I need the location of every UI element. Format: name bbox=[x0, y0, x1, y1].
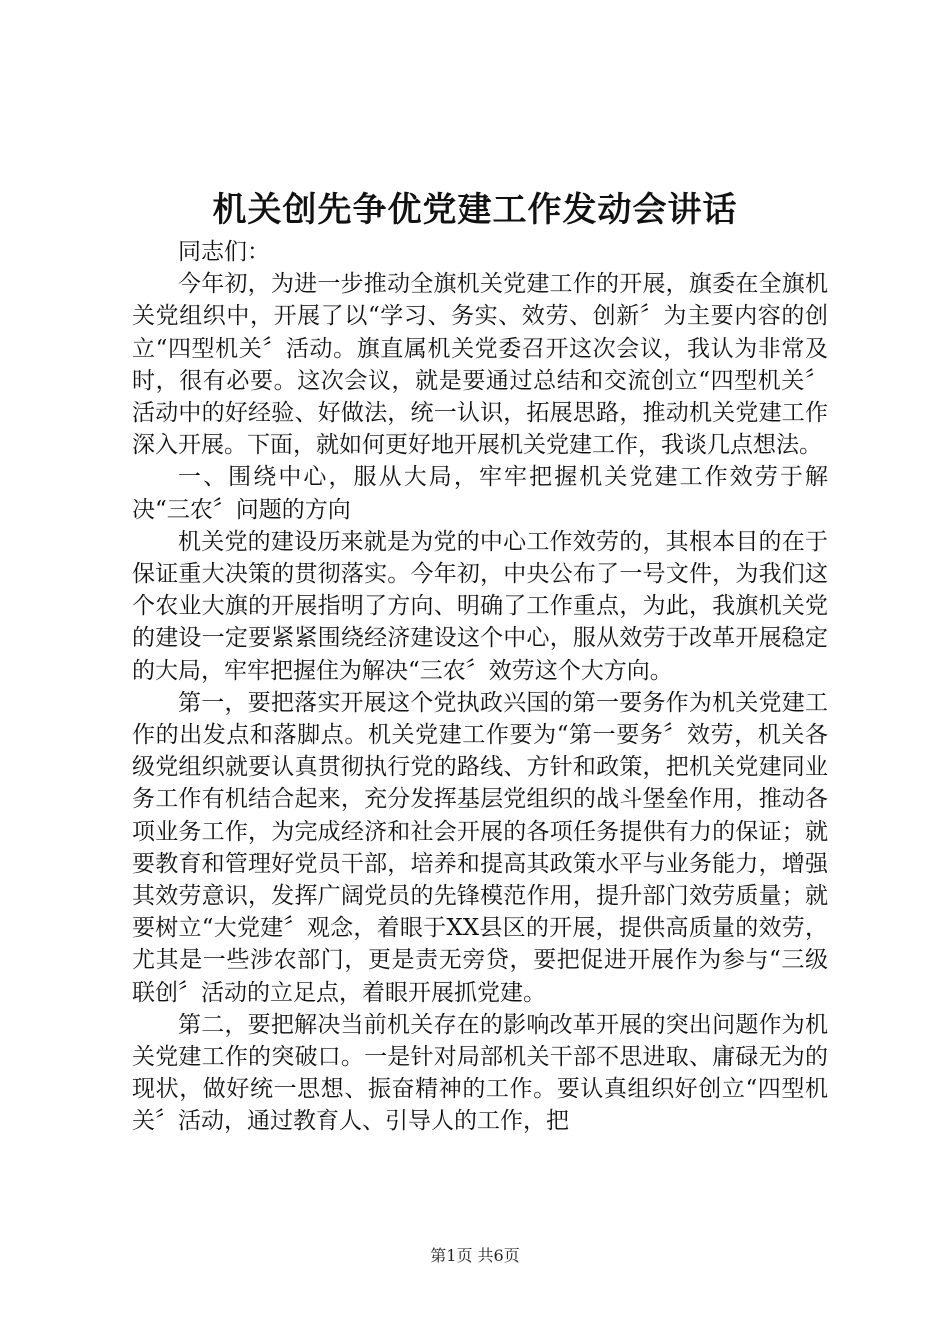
section-heading: 一、围绕中心，服从大局，牢牢把握机关党建工作效劳于解决“三农〞问题的方向 bbox=[132, 464, 828, 523]
salutation: 同志们： bbox=[178, 239, 270, 265]
document-body bbox=[132, 236, 828, 1138]
paragraph: 今年初，为进一步推动全旗机关党建工作的开展，旗委在全旗机关党组织中，开展了以“学习、务实、效劳、创新〞为主要内容的创立“四型机关〞活动。旗直属机关党委召开这次会议，我认为非常及时，很有必要。这次会议，就是要通过总结和交流创立“四型机关〞活动中的好经验、好做法，统一认识，拓展思路，推动机关党建工作深入开展。下面，就如何更好地开展机关党建工作，我谈几点想法。 bbox=[132, 271, 828, 459]
paragraph: 第一，要把落实开展这个党执政兴国的第一要务作为机关党建工作的出发点和落脚点。机关党建工作要为“第一要务〞效劳，机关各级党组织就要认真贯彻执行党的路线、方针和政策，把机关党建同业务工作有机结合起来，充分发挥基层党组织的战斗堡垒作用，推动各项业务工作，为完成经济和社会开展的各项任务提供有力的保证；就要教育和管理好党员干部，培养和提高其政策水平与业务能力，增强其效劳意识，发挥广阔党员的先锋模范作用，提升部门效劳质量；就要树立“大党建〞观念，着眼于XX县区的开展，提供高质量的效劳，尤其是一些涉农部门，更是责无旁贷，要把促进开展作为参与“三级联创〞活动的立足点，着眼开展抓党建。 bbox=[132, 689, 828, 1006]
document-title: 机关创先争优党建工作发动会讲话 bbox=[212, 190, 738, 230]
page-number: 第1页 共6页 bbox=[430, 1246, 520, 1265]
paragraph: 第二，要把解决当前机关存在的影响改革开展的突出问题作为机关党建工作的突破口。一是针对局部机关干部不思进取、庸碌无为的现状，做好统一思想、振奋精神的工作。要认真组织好创立“四型机关〞活动，通过教育人、引导人的工作，把 bbox=[132, 1011, 828, 1135]
paragraph: 机关党的建设历来就是为党的中心工作效劳的，其根本目的在于保证重大决策的贯彻落实。今年初，中央公布了一号文件，为我们这个农业大旗的开展指明了方向、明确了工作重点，为此，我旗机关党的建设一定要紧紧围绕经济建设这个中心，服从效劳于改革开展稳定的大局，牢牢把握住为解决“三农〞效劳这个大方向。 bbox=[132, 528, 828, 684]
